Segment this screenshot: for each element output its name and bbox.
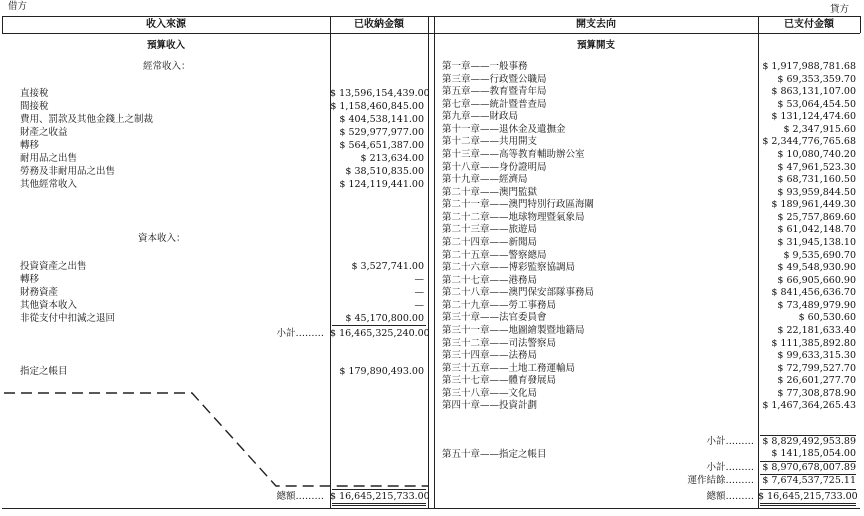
list-item-value: $ 529,977,977.00 [339,127,424,138]
chapter-item: 第十八章——身份證明局 [442,162,547,173]
chapter-item: 第三十七章——體育發展局 [442,375,557,386]
chapter-item: 第三十四章——法務局 [442,350,538,361]
chapter-item: 第二十八章——澳門保安部隊事務局 [442,287,595,298]
list-item-value: $ 1,158,460,845.00 [330,101,424,112]
chapter-item-value: $ 10,080,740.20 [777,149,856,160]
chapter-item-value: $ 111,385,892.80 [771,338,856,349]
chapter-item: 第七章——統計暨普查局 [442,99,547,110]
list-item: 財產之收益 [20,127,68,138]
chapter-item-value: $ 60,530.60 [798,312,856,323]
chapter-item-value: $ 25,757,869.60 [777,212,856,223]
chapter-item-value: $ 72,799,527.70 [777,363,856,374]
chapter-item-value: $ 66,905,660.90 [777,275,856,286]
list-item-value: $ 45,170,800.00 [345,313,424,324]
total-rule-top [332,489,426,490]
right-subtotal1-label: 小計……… [706,436,754,447]
chapter-item: 第三十章——法官委員會 [442,312,547,323]
designated-account-value: $ 179,890,493.00 [339,366,424,377]
chapter-item-value: $ 841,456,636.70 [771,287,856,298]
chapter-item-value: $ 47,961,523.30 [777,162,856,173]
total-rule-bottom-2 [332,505,426,506]
chapter-item: 第十三章——高等教育輔助辦公室 [442,149,585,160]
chapter-item-value: $ 69,353,359.70 [777,74,856,85]
right-subtotal1-value: $ 8,829,492,953.89 [762,436,856,447]
carry-balance-label: 運作結餘……… [687,475,754,486]
chapter-item-value: $ 93,959,844.50 [777,187,856,198]
budget-expense-title: 預算開支 [576,40,615,51]
chapter-item: 第十一章——退休金及遺撫金 [442,124,566,135]
list-item: 耐用品之出售 [20,153,78,164]
chapter-item-value: $ 77,308,878.90 [777,388,856,399]
chapter-item: 第二十一章——澳門特別行政區海關 [442,199,595,210]
chapter-item-value: $ 22,181,633.40 [777,325,856,336]
chapter-item: 第二十四章——新聞局 [442,237,538,248]
chapter-item: 第三十八章——文化局 [442,388,538,399]
right-subtotal2-value: $ 8,970,678,007.89 [762,462,856,473]
chapter-item: 第二十九章——勞工事務局 [442,300,557,311]
list-item: 勞務及非耐用品之出售 [20,166,116,177]
chapter-item-value: $ 31,945,138.10 [777,237,856,248]
chapter-item-value: $ 1,917,988,781.68 [762,61,856,72]
credit-label: 貸方 [830,4,850,15]
list-item-value: — [414,287,424,298]
chapter-item-value: $ 49,548,930.90 [777,262,856,273]
list-item-value: — [414,300,424,311]
chapter-item-value: $ 189,961,449.30 [771,199,856,210]
list-item: 直接稅 [20,88,49,99]
chapter-item: 第二十二章——地球物理暨氣象局 [442,212,585,223]
chapter-item-value: $ 863,131,107.00 [771,86,856,97]
chapter-item: 第三十一章——地圖繪製暨地籍局 [442,325,585,336]
chapter-item-value: $ 99,633,315.30 [777,350,856,361]
chapter-item-value: $ 68,731,160.50 [777,174,856,185]
left-subtotal-value: $ 16,465,325,240.00 [330,328,430,339]
list-item: 轉移 [20,140,40,151]
chapter-item: 第二十三章——旅遊局 [442,224,538,235]
list-item: 非從支付中扣減之退回 [20,313,116,324]
list-item: 財務資產 [20,287,59,298]
chapter-item-value: $ 53,064,454.50 [777,99,856,110]
right-total-value: $ 16,645,215,733.00 [758,491,858,502]
operating-income-title: 經常收入： [143,61,191,72]
right-total-label: 總額……… [706,491,754,502]
chapter-item: 第三章——行政暨公職局 [442,74,547,85]
header-income-source: 收入來源 [146,19,186,30]
chapter-item-value: $ 61,042,148.70 [777,224,856,235]
chapter50-label: 第五十章——指定之帳目 [442,449,547,460]
left-total-value: $ 16,645,215,733.00 [330,491,430,502]
chapter-item: 第十二章——共用開支 [442,136,538,147]
chapter-item-value: $ 9,535,690.70 [783,250,856,261]
chapter-item: 第二十七章——港務局 [442,275,538,286]
designated-account-label: 指定之帳目 [20,366,68,377]
chapter-item: 第二十章——澳門監獄 [442,187,538,198]
chapter-item: 第十九章——經濟局 [442,174,528,185]
left-total-label: 總額……… [276,491,324,502]
header-expense: 開支去向 [576,19,616,30]
chapter50-value: $ 141,185,054.00 [771,448,856,459]
chapter-item-value: $ 2,344,776,765.68 [762,136,856,147]
chapter-item-value: $ 1,467,364,265.43 [762,400,856,411]
list-item-value: $ 13,596,154,439.00 [330,88,430,99]
chapter-item: 第三十五章——土地工務運輸局 [442,363,576,374]
chapter-item-value: $ 73,489,979.90 [777,300,856,311]
chapter-item-value: $ 26,601,277.70 [777,375,856,386]
list-item-value: — [414,274,424,285]
capital-income-title: 資本收入： [138,233,186,244]
right-total-rule-top [760,489,856,490]
chapter-item: 第五章——教育暨青年局 [442,86,547,97]
right-total-rule-bottom-1 [760,503,856,504]
chapter-item: 第四十章——投資計劃 [442,400,538,411]
chapter-item: 第二十五章——警察總局 [442,250,547,261]
list-item: 轉移 [20,274,40,285]
list-item-value: $ 404,538,141.00 [339,114,424,125]
list-item: 間接稅 [20,101,49,112]
right-subtotal2-label: 小計……… [706,462,754,473]
list-item-value: $ 38,510,835.00 [345,166,424,177]
list-item: 費用、罰款及其他金錢上之制裁 [20,114,154,125]
list-item-value: $ 213,634.00 [360,153,424,164]
list-item-value: $ 3,527,741.00 [351,261,424,272]
right-total-rule-bottom-2 [760,505,856,506]
list-item-value: $ 124,119,441.00 [339,179,424,190]
chapter-item: 第三十二章——司法警察局 [442,338,557,349]
list-item-value: $ 564,651,387.00 [339,140,424,151]
total-rule-bottom-1 [332,503,426,504]
chapter-item: 第二十六章——博彩監察協調局 [442,262,576,273]
chapter-item: 第一章——一般事務 [442,61,528,72]
carry-balance-value: $ 7,674,537,725.11 [762,475,856,486]
list-item: 其他經常收入 [20,179,78,190]
header-received: 已收納金額 [354,19,404,30]
chapter-item-value: $ 2,347,915.60 [783,124,856,135]
chapter-item: 第九章——財政局 [442,111,519,122]
left-subtotal-label: 小計……… [276,328,324,339]
budget-income-title: 預算收入 [146,40,185,51]
header-paid: 已支付金額 [784,19,834,30]
debit-label: 借方 [8,1,28,12]
list-item: 投資資產之出售 [20,261,87,272]
list-item: 其他資本收入 [20,300,78,311]
chapter-item-value: $ 131,124,474.60 [771,111,856,122]
